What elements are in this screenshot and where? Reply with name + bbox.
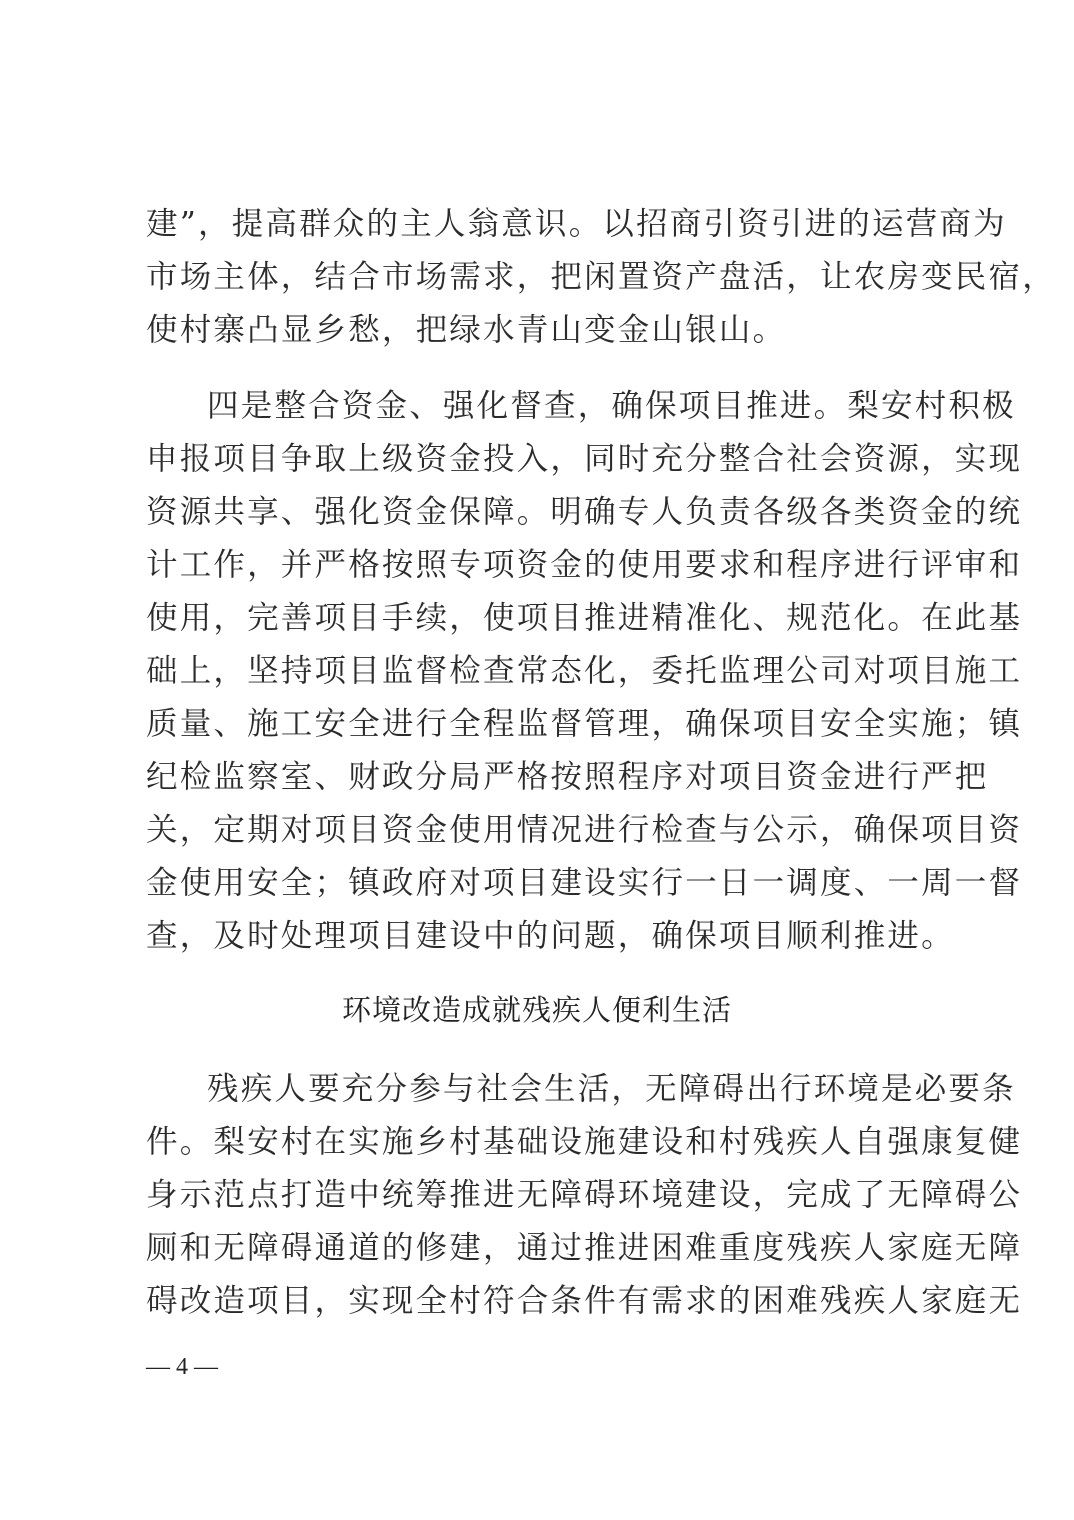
text-line: 厕和无障碍通道的修建，通过推进困难重度残疾人家庭无障 (146, 1230, 1023, 1266)
text-line: 四是整合资金、强化督查，确保项目推进。梨安村积极 (207, 388, 1016, 424)
text-line: 残疾人要充分参与社会生活，无障碍出行环境是必要条 (207, 1071, 1016, 1107)
text-line: 建”，提高群众的主人翁意识。以招商引资引进的运营商为 (146, 206, 1007, 242)
text-line: 件。梨安村在实施乡村基础设施建设和村残疾人自强康复健 (146, 1124, 1023, 1160)
text-line: 纪检监察室、财政分局严格按照程序对项目资金进行严把 (146, 759, 989, 795)
text-line: 申报项目争取上级资金投入，同时充分整合社会资源，实现 (146, 441, 1023, 477)
text-line: 使村寨凸显乡愁，把绿水青山变金山银山。 (146, 312, 787, 348)
text-line: 础上，坚持项目监督检查常态化，委托监理公司对项目施工 (146, 653, 1023, 689)
text-line: 关，定期对项目资金使用情况进行检查与公示，确保项目资 (146, 812, 1023, 848)
text-line: 查，及时处理项目建设中的问题，确保项目顺利推进。 (146, 918, 955, 954)
text-line: 使用，完善项目手续，使项目推进精准化、规范化。在此基 (146, 600, 1023, 636)
text-line: 计工作，并严格按照专项资金的使用要求和程序进行评审和 (146, 547, 1023, 583)
text-line: 资源共享、强化资金保障。明确专人负责各级各类资金的统 (146, 494, 1023, 530)
text-line: 质量、施工安全进行全程监督管理，确保项目安全实施；镇 (146, 706, 1023, 742)
text-line: 碍改造项目，实现全村符合条件有需求的困难残疾人家庭无 (146, 1283, 1023, 1319)
text-line: 市场主体，结合市场需求，把闲置资产盘活，让农房变民宿， (146, 259, 1056, 295)
page-number: — 4 — (146, 1354, 218, 1380)
text-line: 金使用安全；镇政府对项目建设实行一日一调度、一周一督 (146, 865, 1023, 901)
text-line: 身示范点打造中统筹推进无障碍环境建设，完成了无障碍公 (146, 1177, 1023, 1213)
section-heading: 环境改造成就残疾人便利生活 (341, 993, 732, 1027)
